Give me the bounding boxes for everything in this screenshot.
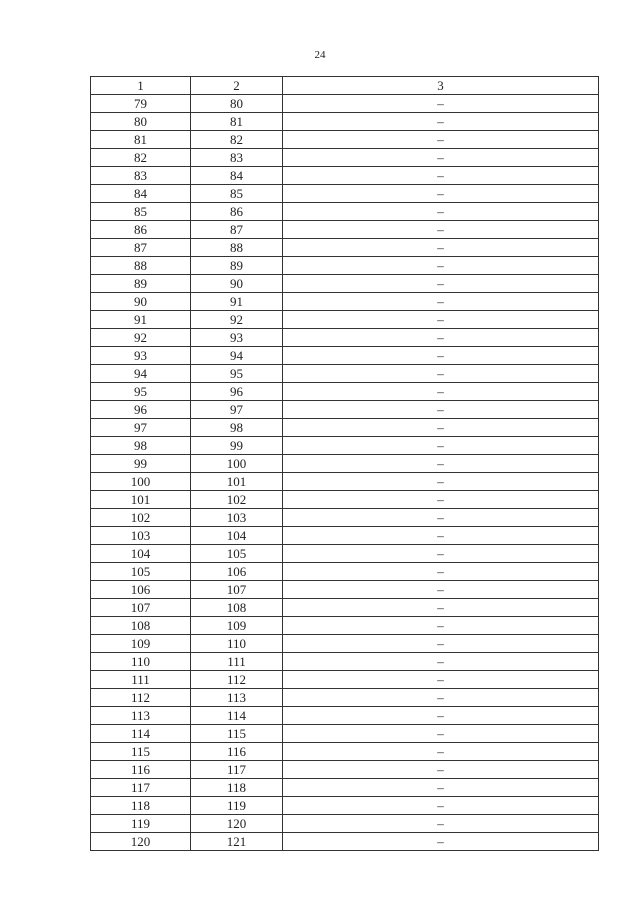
table-cell-col-3: –	[283, 725, 599, 743]
table-cell-col-2: 89	[191, 257, 283, 275]
table-cell-col-2: 88	[191, 239, 283, 257]
table-cell-col-2: 99	[191, 437, 283, 455]
table-cell-col-1: 106	[91, 581, 191, 599]
table-cell-col-3: –	[283, 833, 599, 851]
table-row	[91, 473, 599, 491]
table-cell-col-1: 118	[91, 797, 191, 815]
table-cell-col-3: –	[283, 311, 599, 329]
table-cell-col-1: 110	[91, 653, 191, 671]
table-row	[91, 257, 599, 275]
table-cell-col-1: 108	[91, 617, 191, 635]
table-cell-col-3: –	[283, 455, 599, 473]
table-row	[91, 275, 599, 293]
table-cell-col-3: –	[283, 113, 599, 131]
table-cell-col-1: 84	[91, 185, 191, 203]
table-row	[91, 131, 599, 149]
table-row	[91, 455, 599, 473]
table-cell-col-3: –	[283, 221, 599, 239]
table-cell-col-3: –	[283, 419, 599, 437]
table-cell-col-3: –	[283, 257, 599, 275]
table-cell-col-2: 81	[191, 113, 283, 131]
table-cell-col-3: –	[283, 509, 599, 527]
table-cell-col-2: 107	[191, 581, 283, 599]
table-cell-col-3: –	[283, 347, 599, 365]
table-cell-col-1: 89	[91, 275, 191, 293]
table-row	[91, 689, 599, 707]
table-row	[91, 815, 599, 833]
table-cell-col-2: 119	[191, 797, 283, 815]
table-cell-col-2: 120	[191, 815, 283, 833]
table-cell-col-1: 94	[91, 365, 191, 383]
table-cell-col-2: 87	[191, 221, 283, 239]
table-cell-col-3: –	[283, 491, 599, 509]
table-cell-col-3: –	[283, 383, 599, 401]
table-cell-col-2: 91	[191, 293, 283, 311]
table-cell-col-3: –	[283, 275, 599, 293]
table-row	[91, 419, 599, 437]
table-row	[91, 833, 599, 851]
table-row	[91, 617, 599, 635]
table-row	[91, 365, 599, 383]
table-cell-col-1: 99	[91, 455, 191, 473]
table-row	[91, 671, 599, 689]
table-cell-col-2: 114	[191, 707, 283, 725]
table-cell-col-2: 116	[191, 743, 283, 761]
table-cell-col-1: 101	[91, 491, 191, 509]
table-row	[91, 239, 599, 257]
table-cell-col-3: –	[283, 401, 599, 419]
table-cell-col-3: –	[283, 653, 599, 671]
table-cell-col-3: –	[283, 239, 599, 257]
table-cell-col-3: –	[283, 599, 599, 617]
table-row	[91, 653, 599, 671]
table-cell-col-1: 88	[91, 257, 191, 275]
table-cell-col-3: –	[283, 671, 599, 689]
table-cell-col-1: 92	[91, 329, 191, 347]
table-row	[91, 797, 599, 815]
column-header-3: 3	[283, 77, 599, 95]
table-cell-col-1: 117	[91, 779, 191, 797]
table-cell-col-2: 112	[191, 671, 283, 689]
table-cell-col-1: 119	[91, 815, 191, 833]
table-cell-col-2: 83	[191, 149, 283, 167]
table-row	[91, 329, 599, 347]
table-row	[91, 113, 599, 131]
table-cell-col-3: –	[283, 95, 599, 113]
table-cell-col-2: 115	[191, 725, 283, 743]
table-cell-col-1: 96	[91, 401, 191, 419]
table-cell-col-1: 111	[91, 671, 191, 689]
table-cell-col-1: 98	[91, 437, 191, 455]
table-cell-col-2: 110	[191, 635, 283, 653]
table-cell-col-1: 80	[91, 113, 191, 131]
table-cell-col-3: –	[283, 131, 599, 149]
table-cell-col-1: 100	[91, 473, 191, 491]
table-row	[91, 347, 599, 365]
table-row	[91, 743, 599, 761]
table-row	[91, 509, 599, 527]
table-row	[91, 599, 599, 617]
column-header-1: 1	[91, 77, 191, 95]
table-row	[91, 185, 599, 203]
table-cell-col-1: 79	[91, 95, 191, 113]
table-cell-col-1: 85	[91, 203, 191, 221]
table-cell-col-2: 100	[191, 455, 283, 473]
table-cell-col-3: –	[283, 779, 599, 797]
table-cell-col-2: 106	[191, 563, 283, 581]
table-cell-col-2: 101	[191, 473, 283, 491]
table-cell-col-3: –	[283, 797, 599, 815]
table-cell-col-2: 82	[191, 131, 283, 149]
table-row	[91, 545, 599, 563]
table-cell-col-1: 114	[91, 725, 191, 743]
table-cell-col-1: 109	[91, 635, 191, 653]
table-cell-col-1: 87	[91, 239, 191, 257]
page-number: 24	[314, 49, 326, 61]
table-cell-col-3: –	[283, 365, 599, 383]
table-cell-col-2: 117	[191, 761, 283, 779]
table-cell-col-2: 97	[191, 401, 283, 419]
table-cell-col-2: 85	[191, 185, 283, 203]
table-row	[91, 437, 599, 455]
table-row	[91, 401, 599, 419]
table-cell-col-2: 95	[191, 365, 283, 383]
table-row	[91, 149, 599, 167]
table-cell-col-3: –	[283, 815, 599, 833]
table-row	[91, 707, 599, 725]
table-cell-col-2: 113	[191, 689, 283, 707]
table-cell-col-2: 109	[191, 617, 283, 635]
table-row	[91, 581, 599, 599]
table-cell-col-2: 121	[191, 833, 283, 851]
table-cell-col-3: –	[283, 617, 599, 635]
table-cell-col-3: –	[283, 545, 599, 563]
table-cell-col-1: 113	[91, 707, 191, 725]
table-row	[91, 491, 599, 509]
table-header-row	[91, 77, 599, 95]
column-header-2: 2	[191, 77, 283, 95]
table-row	[91, 293, 599, 311]
table-cell-col-3: –	[283, 185, 599, 203]
table-cell-col-3: –	[283, 329, 599, 347]
table-cell-col-3: –	[283, 203, 599, 221]
table-row	[91, 383, 599, 401]
table-cell-col-1: 102	[91, 509, 191, 527]
table-cell-col-1: 105	[91, 563, 191, 581]
table-body	[91, 95, 599, 851]
table-cell-col-3: –	[283, 293, 599, 311]
table-cell-col-3: –	[283, 689, 599, 707]
table-cell-col-2: 86	[191, 203, 283, 221]
table-cell-col-2: 93	[191, 329, 283, 347]
table-cell-col-3: –	[283, 437, 599, 455]
table-cell-col-1: 97	[91, 419, 191, 437]
table-cell-col-1: 103	[91, 527, 191, 545]
table-cell-col-3: –	[283, 149, 599, 167]
table-cell-col-2: 92	[191, 311, 283, 329]
table-cell-col-1: 93	[91, 347, 191, 365]
table-cell-col-2: 108	[191, 599, 283, 617]
table-cell-col-1: 107	[91, 599, 191, 617]
data-table	[90, 76, 599, 851]
table-cell-col-2: 103	[191, 509, 283, 527]
table-row	[91, 635, 599, 653]
table-cell-col-2: 98	[191, 419, 283, 437]
table-cell-col-2: 105	[191, 545, 283, 563]
table-row	[91, 221, 599, 239]
table-row	[91, 725, 599, 743]
table-row	[91, 311, 599, 329]
table-cell-col-2: 84	[191, 167, 283, 185]
table-row	[91, 203, 599, 221]
table-cell-col-3: –	[283, 635, 599, 653]
table-cell-col-2: 90	[191, 275, 283, 293]
table-cell-col-2: 102	[191, 491, 283, 509]
table-cell-col-1: 95	[91, 383, 191, 401]
table-row	[91, 761, 599, 779]
table-cell-col-1: 82	[91, 149, 191, 167]
table-cell-col-1: 116	[91, 761, 191, 779]
table-cell-col-1: 112	[91, 689, 191, 707]
table-cell-col-2: 104	[191, 527, 283, 545]
table-cell-col-1: 91	[91, 311, 191, 329]
table-cell-col-3: –	[283, 167, 599, 185]
table-cell-col-3: –	[283, 761, 599, 779]
table-row	[91, 167, 599, 185]
table-cell-col-1: 90	[91, 293, 191, 311]
table-row	[91, 527, 599, 545]
table-cell-col-1: 120	[91, 833, 191, 851]
table-cell-col-1: 115	[91, 743, 191, 761]
table-row	[91, 95, 599, 113]
table-cell-col-1: 83	[91, 167, 191, 185]
table-cell-col-3: –	[283, 473, 599, 491]
table-cell-col-3: –	[283, 707, 599, 725]
table-cell-col-3: –	[283, 581, 599, 599]
table-cell-col-2: 80	[191, 95, 283, 113]
table-cell-col-3: –	[283, 743, 599, 761]
table-cell-col-2: 111	[191, 653, 283, 671]
table-cell-col-2: 94	[191, 347, 283, 365]
table-cell-col-3: –	[283, 527, 599, 545]
table-row	[91, 563, 599, 581]
table-cell-col-2: 118	[191, 779, 283, 797]
table-cell-col-2: 96	[191, 383, 283, 401]
table-cell-col-1: 104	[91, 545, 191, 563]
table-cell-col-1: 81	[91, 131, 191, 149]
table-cell-col-3: –	[283, 563, 599, 581]
table-cell-col-1: 86	[91, 221, 191, 239]
table-row	[91, 779, 599, 797]
